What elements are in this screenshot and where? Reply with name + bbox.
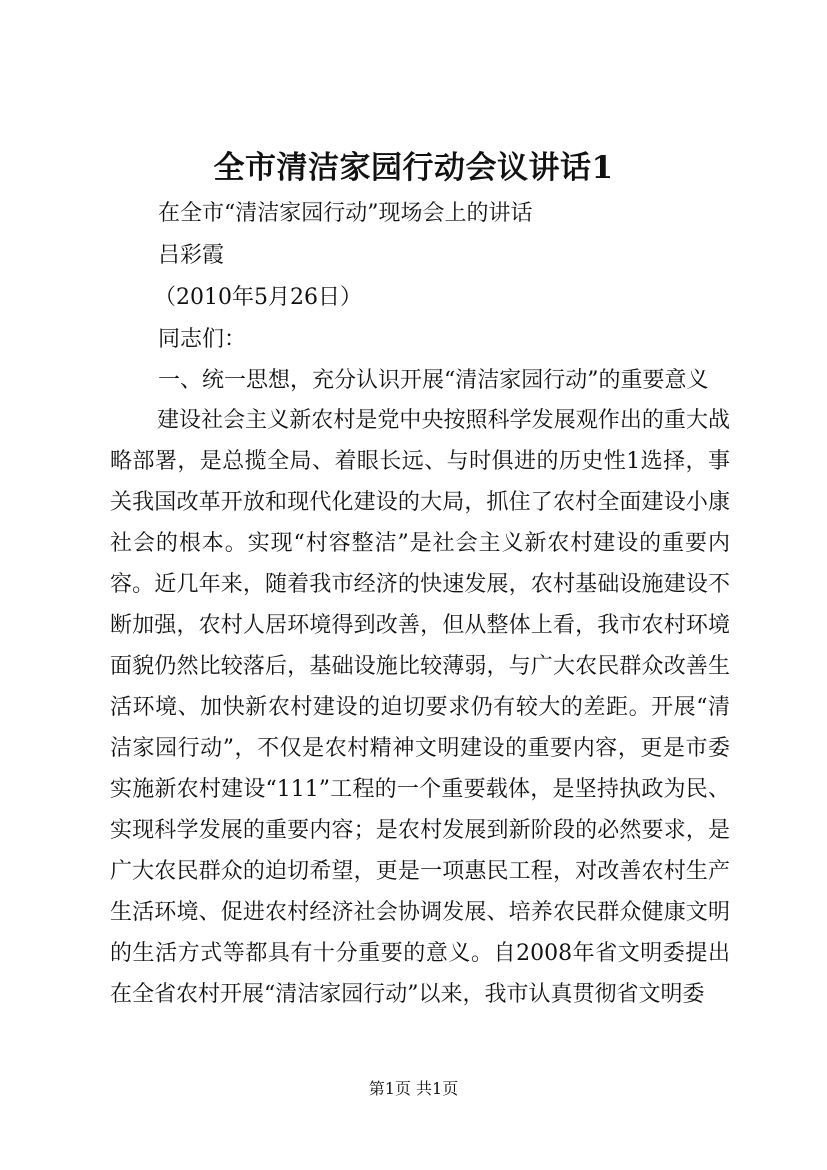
speaker-name: 吕彩霞 [158,243,225,268]
body-paragraph: 建设社会主义新农村是党中央按照科学发展观作出的重大战略部署，是总揽全局、着眼长远、与时俱进的历史性1选择，事关我国改革开放和现代化建设的大局，抓住了农村全面建设小康社会的根本。实现“村容整洁”是社会主义新农村建设的重要内容。近几年来，随着我市经济的快速发展，农村基础设施建设不断加强，农村人居环境得到改善，但从整体上看，我市农村环境面貌仍然比较落后，基础设施比较薄弱，与广大农民群众改善生活环境、加快新农村建设的迫切要求仍有较大的差距。开展“清洁家园行动”，不仅是农村精神文明建设的重要内容，更是市委实施新农村建设“111”工程的一个重要载体，是坚持执政为民、实现科学发展的重要内容；是农村发展到新阶段的必然要求，是广大农民群众的迫切希望，更是一项惠民工程，对改善农村生产生活环境、促进农村经济社会协调发展、培养农民群众健康文明的生活方式等都具有十分重要的意义。自2008年省文明委提出在全省农村开展“清洁家园行动”以来，我市认真贯彻省文明委 [110,408,730,1007]
section-heading: 一、统一思想，充分认识开展“清洁家园行动”的重要意义 [158,368,709,393]
speech-date: （2010年5月26日） [154,285,362,310]
speech-subtitle: 在全市“清洁家园行动”现场会上的讲话 [158,201,533,226]
document-title: 全市清洁家园行动会议讲话1 [213,150,614,186]
salutation: 同志们： [158,327,247,352]
page-number-footer: 第1页 共1页 [368,1079,459,1098]
